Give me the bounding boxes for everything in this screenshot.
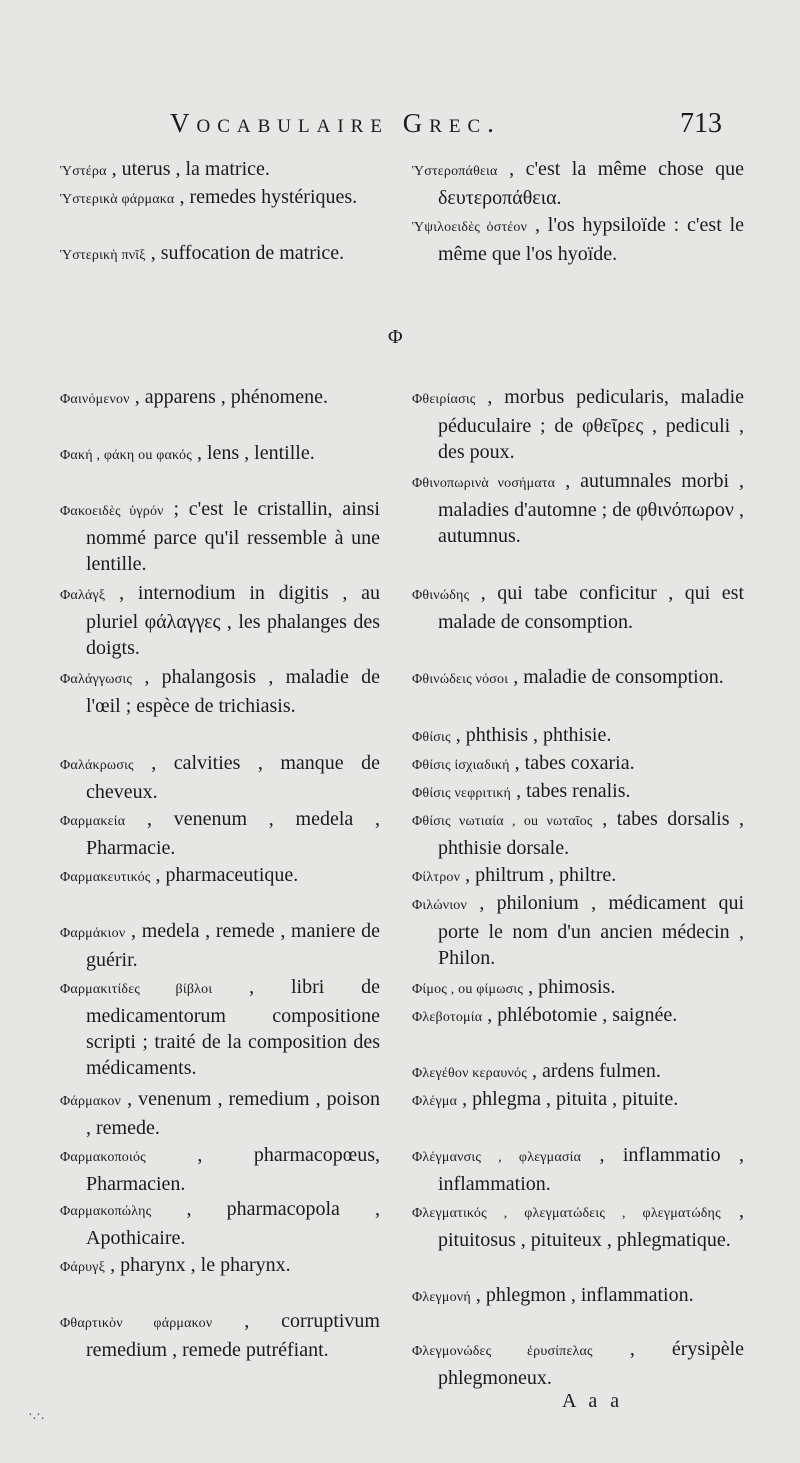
entry-definition: , autumnales morbi , maladies d'automne ; de φθινόπωρον , autumnus. — [438, 470, 744, 547]
entry-definition: , phlébotomie , saignée. — [487, 1004, 678, 1026]
entry — [60, 1196, 380, 1251]
entry-headword: Φλεγέθον κεραυνός — [412, 1066, 527, 1081]
entry-headword: Φθινοπωρινὰ νοσήματα — [412, 476, 556, 491]
entry-headword: Φλέγμανσις , φλεγμασία — [412, 1150, 582, 1165]
entry-headword: Φθίσις νεφριτική — [412, 786, 512, 801]
entry — [412, 974, 744, 1003]
entry-definition: , uterus , la matrice. — [111, 158, 270, 180]
entry-headword: Φθίσις νωτιαία , ou νωταῖος — [412, 814, 593, 829]
entry-headword: Φλέγμα — [412, 1094, 458, 1109]
entry-headword: Φθίσις ἰσχιαδική — [412, 758, 510, 773]
entry-headword: Ὑστερικὰ φάρμακα — [60, 192, 175, 207]
entry-definition: , calvities , manque de cheveux. — [86, 752, 381, 803]
entry — [412, 778, 744, 807]
entry — [60, 184, 380, 213]
entry — [60, 1252, 380, 1281]
entry-definition: , venenum , remedium , poison , remede. — [86, 1088, 380, 1139]
entry — [60, 496, 380, 577]
entry — [412, 1002, 744, 1031]
page-number: 713 — [680, 108, 722, 139]
entry-definition: , remedes hystériques. — [179, 186, 358, 208]
entry — [60, 862, 380, 891]
entry-headword: Φαρμακευτικός — [60, 870, 151, 885]
entry — [412, 1058, 744, 1087]
entry-definition: , phalangosis , maladie de l'œil ; espèce de trichiasis. — [86, 666, 380, 717]
entry — [60, 1142, 380, 1197]
entry-headword: Φθειρίασις — [412, 392, 476, 407]
entry-headword: Φίλτρον — [412, 870, 461, 885]
entry-definition: , phthisis , phthisie. — [455, 724, 612, 746]
entry-headword: Φιλώνιον — [412, 898, 468, 913]
entry — [60, 918, 380, 973]
entry-headword: Φίμος , ou φίμωσις — [412, 982, 524, 997]
entry — [412, 580, 744, 635]
entry — [412, 156, 744, 211]
entry-headword: Ὑψιλοειδὲς ὀστέον — [412, 220, 528, 235]
entry — [412, 1142, 744, 1197]
entry-definition: , pharmaceutique. — [155, 864, 299, 886]
entry-definition: , pharmacopola , Apothicaire. — [86, 1198, 381, 1249]
entry-headword: Φθινώδεις νόσοι — [412, 672, 509, 687]
entry — [412, 384, 744, 465]
entry-headword: Φαλάκρωσις — [60, 758, 134, 773]
entry — [412, 806, 744, 861]
entry-definition: , apparens , phénomene. — [134, 386, 328, 408]
entry-definition: , inflammatio , inflammation. — [438, 1144, 744, 1195]
entry-headword: Φθαρτικὸν φάρμακον — [60, 1316, 213, 1331]
entry — [412, 890, 744, 971]
entry-definition: , tabes coxaria. — [514, 752, 635, 774]
entry-definition: , corruptivum remedium , remede putréfiant. — [86, 1310, 380, 1361]
entry-definition: , pharynx , le pharynx. — [110, 1254, 291, 1276]
entry-definition: , pharmacopœus, Pharmacien. — [86, 1144, 380, 1195]
entry-definition: , medela , remede , maniere de guérir. — [86, 920, 381, 971]
entry — [412, 1282, 744, 1311]
entry-definition: , lens , lentille. — [196, 442, 315, 464]
entry — [412, 664, 744, 693]
entry-headword: Φαρμακεία — [60, 814, 126, 829]
section-letter: Φ — [388, 326, 403, 348]
entry-headword: Φακοειδὲς ὑγρόν — [60, 504, 164, 519]
entry — [60, 1086, 380, 1141]
entry-headword: Φαλάγξ — [60, 588, 106, 603]
entry-definition: , tabes dorsalis , phthisie dorsale. — [438, 808, 745, 859]
entry-definition: , l'os hypsiloïde : c'est le même que l'os hyoïde. — [438, 214, 745, 265]
entry — [412, 862, 744, 891]
entry — [60, 806, 380, 861]
entry-definition: , phimosis. — [528, 976, 616, 998]
entry-headword: Φλεγματικός , φλεγματώδεις , φλεγματώδης — [412, 1206, 721, 1221]
entry-headword: Ὑστέρα — [60, 164, 107, 179]
running-head: Vocabulaire Grec. — [170, 108, 501, 138]
signature-mark: A a a — [562, 1390, 624, 1412]
entry — [60, 240, 380, 269]
entry-definition: , philtrum , philtre. — [465, 864, 617, 886]
entry-definition: , libri de medicamentorum compositione scripti ; traité de la composition des médicaments. — [86, 976, 381, 1079]
entry-definition: , tabes renalis. — [516, 780, 631, 802]
entry — [60, 974, 380, 1081]
entry — [60, 440, 380, 469]
entry-definition: , érysipèle phlegmoneux. — [438, 1338, 745, 1389]
entry-headword: Ὑστεροπάθεια — [412, 164, 498, 179]
entry-definition: , c'est la même chose que δευτεροπάθεια. — [438, 158, 745, 209]
entry — [412, 1086, 744, 1115]
entry — [60, 156, 380, 185]
entry-definition: , qui tabe conficitur , qui est malade de consomption. — [438, 582, 744, 633]
margin-mark: ·.·. — [28, 1408, 45, 1423]
entry-headword: Φαρμακιτίδες βίβλοι — [60, 982, 213, 997]
entry-headword: Φθινώδης — [412, 588, 470, 603]
entry-headword: Φθίσις — [412, 730, 451, 745]
entry-headword: Φαρμακοπώλης — [60, 1204, 152, 1219]
entry-definition: , internodium in digitis , au pluriel φάλαγγες , les phalanges des doigts. — [86, 582, 380, 659]
entry-definition: ; c'est le cristallin, ainsi nommé parce qu'il ressemble à une lentille. — [86, 498, 380, 575]
entry-headword: Φαρμάκιον — [60, 926, 126, 941]
entry — [60, 750, 380, 805]
entry-headword: Φλεβοτομία — [412, 1010, 483, 1025]
entry-headword: Φαινόμενον — [60, 392, 130, 407]
entry — [412, 750, 744, 779]
entry — [60, 664, 380, 719]
entry — [412, 212, 744, 267]
entry-headword: Φακή , φάκη ou φακός — [60, 448, 192, 463]
entry-definition: , ardens fulmen. — [531, 1060, 661, 1082]
entry-definition: , suffocation de matrice. — [150, 242, 345, 264]
entry-headword: Φλεγμονή — [412, 1290, 471, 1305]
entry-headword: Ὑστερικὴ πνῖξ — [60, 248, 146, 263]
entry-definition: , phlegma , pituita , pituite. — [462, 1088, 679, 1110]
entry — [412, 468, 744, 549]
entry-definition: , pituitosus , pituiteux , phlegmatique. — [438, 1200, 745, 1251]
entry-definition: , philonium , médicament qui porte le nom d'un ancien médecin , Philon. — [438, 892, 744, 969]
entry-definition: , morbus pedicularis, maladie péduculaire ; de φθεῖρες , pediculi , des poux. — [438, 386, 745, 463]
entry — [412, 722, 744, 751]
entry-definition: , maladie de consomption. — [513, 666, 724, 688]
entry-headword: Φάρυγξ — [60, 1260, 106, 1275]
entry-headword: Φάρμακον — [60, 1094, 122, 1109]
entry — [412, 1198, 744, 1253]
entry-definition: , venenum , medela , Pharmacie. — [86, 808, 381, 859]
entry — [60, 384, 380, 413]
entry — [60, 580, 380, 661]
entry-headword: Φαλάγγωσις — [60, 672, 133, 687]
entry-headword: Φλεγμονώδες ἐρυσίπελας — [412, 1344, 593, 1359]
entry-headword: Φαρμακοποιός — [60, 1150, 146, 1165]
entry — [412, 1336, 744, 1391]
entry — [60, 1308, 380, 1363]
entry-definition: , phlegmon , inflammation. — [475, 1284, 694, 1306]
